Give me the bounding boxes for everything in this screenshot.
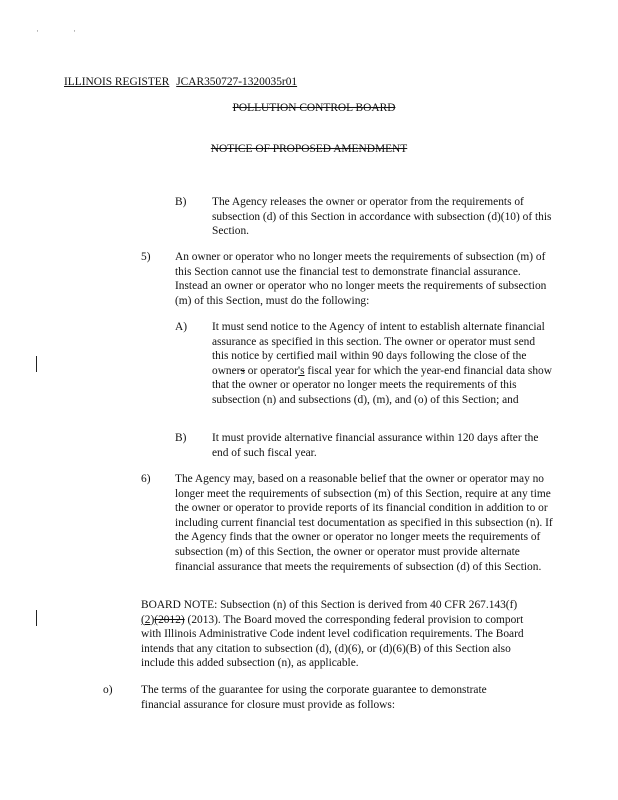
item-6-label: 6) — [141, 473, 151, 485]
item-a-text-1: It must send notice to the Agency of intent to establish alternate financial assurance as specified in this section. The owner or operator must send this notice by certified mail within 90 days following the close of the owner — [212, 321, 545, 377]
item-a-label: A) — [175, 321, 188, 333]
inserted-text: 's — [298, 364, 305, 377]
register-id: JCAR350727-1320035r01 — [176, 76, 298, 88]
item-b1-text: The Agency releases the owner or operator from the requirements of subsection (d) of this Section in accordance with subsection (d)(10) of this Section. — [212, 196, 552, 238]
board-note — [141, 598, 525, 671]
inserted-text: (2) — [141, 613, 155, 626]
scan-specks: ·· — [36, 26, 110, 36]
item-o-label: o) — [103, 684, 113, 696]
item-b2-text: It must provide alternative financial assurance within 120 days after the end of such fiscal year. — [212, 432, 539, 459]
item-6-text: The Agency may, based on a reasonable belief that the owner or operator may no longer meet the requirements of subsection (m) of this Section, require at any time the owner or operator to provide reports of its financial condition in addition to or including current financial test documentation as specified in this subsection (n). If the Agency finds that the owner or operator no longer meets the requirements of subsection (m) of this Section, the owner or operator must provide alternate financial assurance that meets the requirements of subsection (d) of this Section. — [175, 473, 553, 573]
board-note-text-2: (2013). The Board moved the corresponding federal provision to comport with Illinois Administrative Code indent level codification requirements. The Board intends that any citation to subsection (d), (d)(6), or (d)(6)(B) of this Section also include this added subsection (n), as applicable. — [141, 613, 524, 670]
board-note-text-1: BOARD NOTE: Subsection (n) of this Section is derived from 40 CFR 267.143(f) — [141, 599, 518, 611]
item-a-text-3: fiscal year for which the year-end financial data show that the owner or operator no longer meets the requirements of this subsection (n) and subsections (d), (m), and (o) of this Section; and — [212, 364, 552, 406]
item-b1-label: B) — [175, 196, 187, 208]
item-a-text-2: or operator — [244, 364, 299, 377]
notice-title: NOTICE OF PROPOSED AMENDMENT — [210, 143, 408, 155]
register-header — [64, 75, 297, 90]
struck-text: s — [240, 364, 245, 377]
revision-bar — [36, 356, 37, 372]
item-o-text: The terms of the guarantee for using the corporate guarantee to demonstrate financial assurance for closure must provide as follows: — [141, 684, 487, 711]
struck-text: (2012) — [154, 613, 185, 626]
item-b2-label: B) — [175, 432, 187, 444]
item-5-text: An owner or operator who no longer meets the requirements of subsection (m) of this Section cannot use the financial test to demonstrate financial assurance. Instead an owner or operator who no longer meets the requirements of subsection (m) of this Section, must do the following: — [175, 251, 547, 307]
register-prefix: ILLINOIS REGISTER — [64, 76, 170, 88]
board-title: POLLUTION CONTROL BOARD — [232, 102, 396, 114]
item-a-text — [212, 320, 552, 408]
revision-bar — [36, 610, 37, 626]
item-5-label: 5) — [141, 251, 151, 263]
